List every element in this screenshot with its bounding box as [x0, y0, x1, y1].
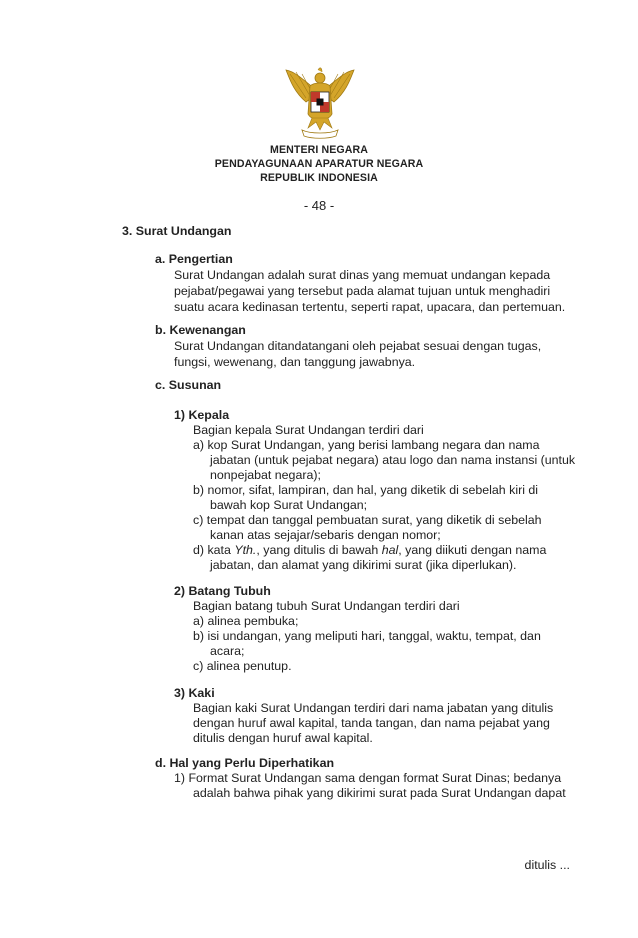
- list-item: b) nomor, sifat, lampiran, dan hal, yang diketik di sebelah kiri di: [193, 483, 539, 497]
- list-item: d) kata Yth., yang ditulis di bawah hal, yang diikuti dengan nama: [193, 543, 547, 557]
- header-line-1: MENTERI NEGARA: [270, 144, 368, 156]
- header-line-2: PENDAYAGUNAAN APARATUR NEGARA: [214, 158, 424, 170]
- list-item: c) tempat dan tanggal pembuatan surat, yang diketik di sebelah: [193, 513, 542, 527]
- subsection-a-heading: a. Pengertian: [155, 252, 233, 266]
- paragraph-line: adalah bahwa pihak yang dikirimi surat pada Surat Undangan dapat: [193, 786, 566, 800]
- list-item-cont: kanan atas sejajar/sebaris dengan nomor;: [210, 528, 441, 542]
- list-item-cont: acara;: [210, 644, 245, 658]
- paragraph-line: ditulis dengan huruf awal kapital.: [193, 731, 373, 745]
- subsection-d-heading: d. Hal yang Perlu Diperhatikan: [155, 756, 335, 770]
- list-item-cont: jabatan, dan alamat yang dikirimi surat (jika diperlukan).: [210, 558, 517, 572]
- list-item: a) alinea pembuka;: [193, 614, 299, 628]
- batang-intro: Bagian batang tubuh Surat Undangan terdiri dari: [193, 599, 460, 613]
- list-item-cont: bawah kop Surat Undangan;: [210, 498, 368, 512]
- list-item: c) alinea penutup.: [193, 659, 292, 673]
- garuda-emblem-icon: [280, 62, 360, 142]
- list-item-cont: jabatan (untuk pejabat negara) atau logo dan nama instansi (untuk: [210, 453, 576, 467]
- batang-heading: 2) Batang Tubuh: [174, 584, 271, 598]
- paragraph-line: dengan huruf awal kapital, tanda tangan, dan nama pejabat yang: [193, 716, 550, 730]
- paragraph-line: 1) Format Surat Undangan sama dengan format Surat Dinas; bedanya: [174, 771, 562, 785]
- paragraph-line: suatu acara kedinasan tertentu, seperti rapat, upacara, dan pertemuan.: [174, 300, 566, 314]
- page-number: - 48 -: [303, 198, 335, 213]
- header-line-3: REPUBLIK INDONESIA: [260, 172, 378, 184]
- list-item: a) kop Surat Undangan, yang berisi lambang negara dan nama: [193, 438, 540, 452]
- section-title: 3. Surat Undangan: [122, 224, 232, 238]
- subsection-c-heading: c. Susunan: [155, 378, 222, 392]
- continuation-text: ditulis ...: [524, 858, 570, 872]
- list-item-cont: nonpejabat negara);: [210, 468, 321, 482]
- kepala-heading: 1) Kepala: [174, 408, 230, 422]
- subsection-b-heading: b. Kewenangan: [155, 323, 246, 337]
- paragraph-line: fungsi, wewenang, dan tanggung jawabnya.: [174, 355, 416, 369]
- kepala-intro: Bagian kepala Surat Undangan terdiri dari: [193, 423, 424, 437]
- paragraph-line: Bagian kaki Surat Undangan terdiri dari nama jabatan yang ditulis: [193, 701, 554, 715]
- paragraph-line: pejabat/pegawai yang tersebut pada alamat tujuan untuk menghadiri: [174, 284, 551, 298]
- list-item: b) isi undangan, yang meliputi hari, tanggal, waktu, tempat, dan: [193, 629, 541, 643]
- paragraph-line: Surat Undangan ditandatangani oleh pejabat sesuai dengan tugas,: [174, 339, 542, 353]
- paragraph-line: Surat Undangan adalah surat dinas yang memuat undangan kepada: [174, 268, 551, 282]
- kaki-heading: 3) Kaki: [174, 686, 215, 700]
